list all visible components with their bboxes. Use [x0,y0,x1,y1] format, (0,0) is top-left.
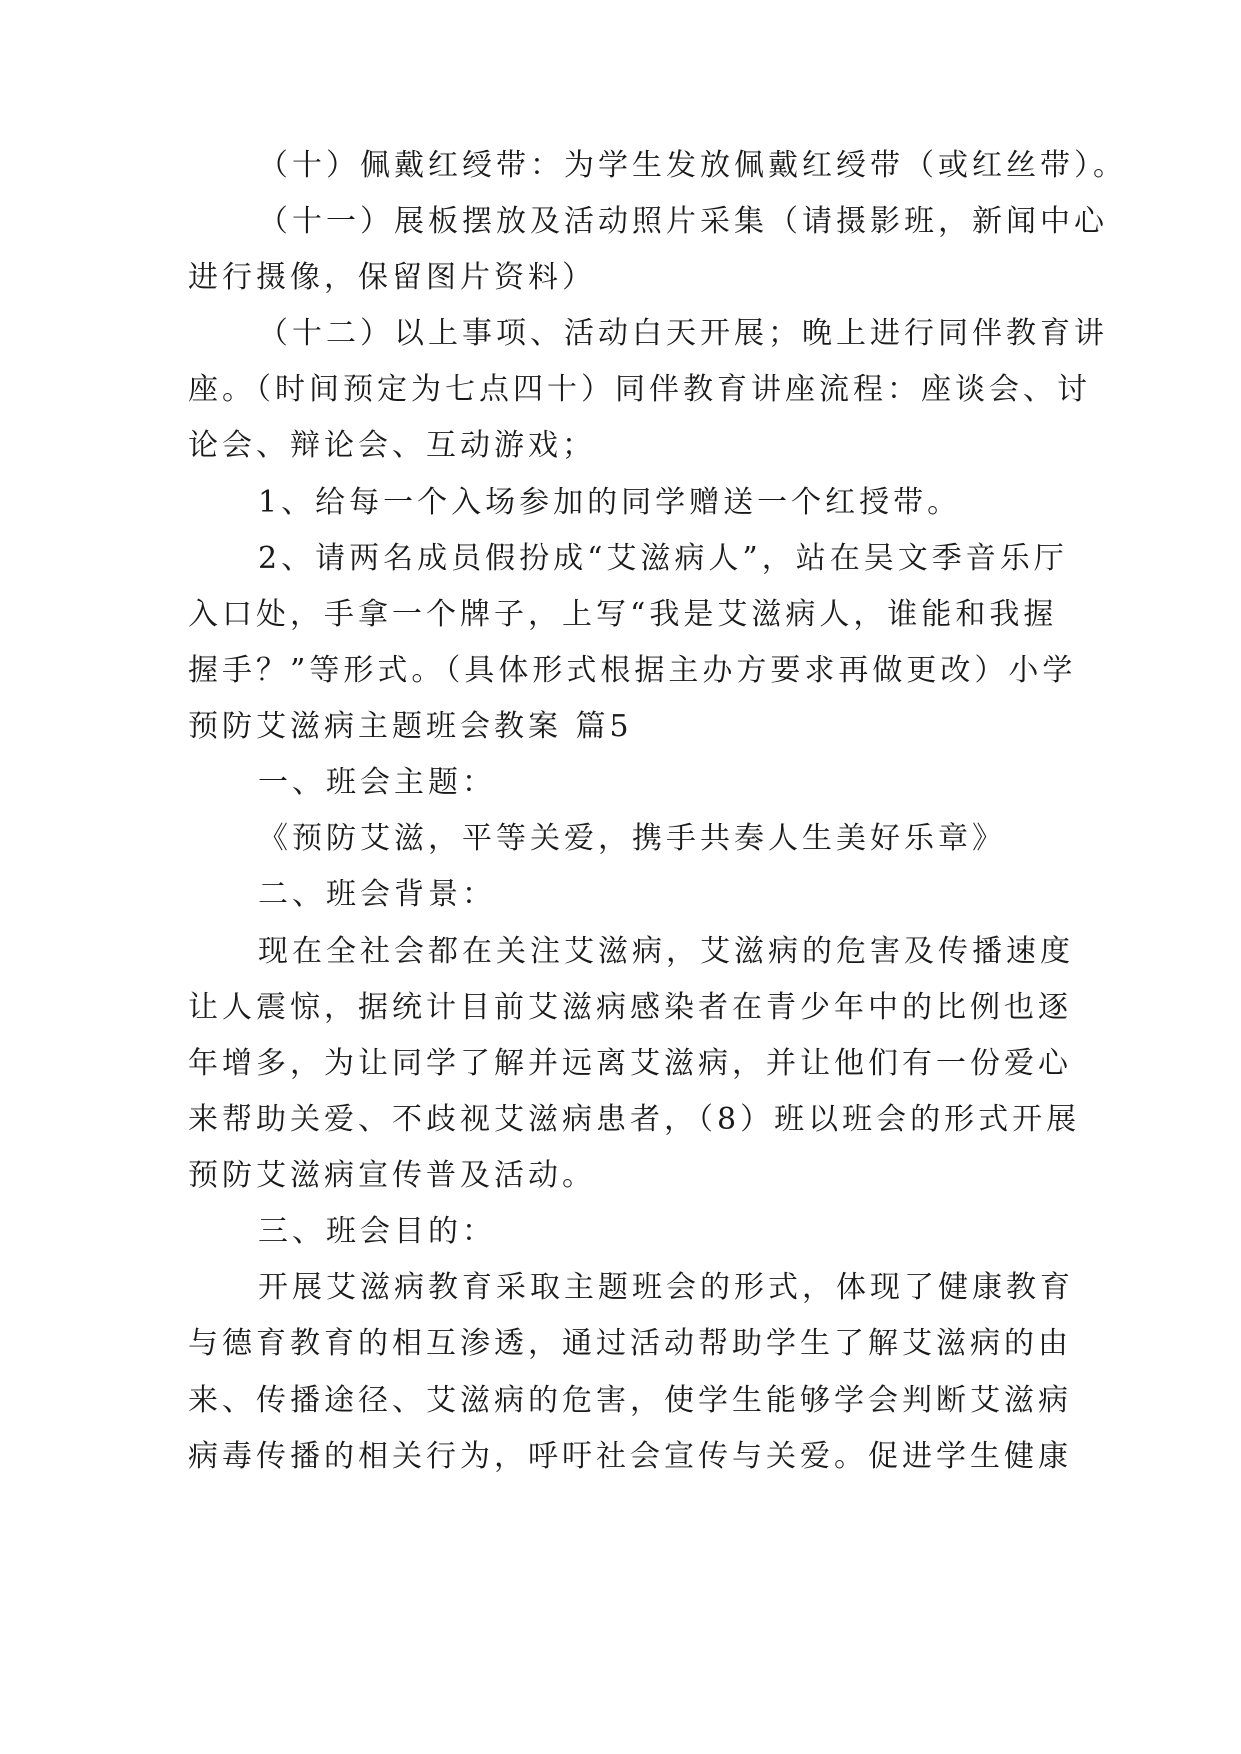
text-line: 2、请两名成员假扮成“艾滋病人”，站在吴文季音乐厅 [258,541,1068,576]
text-line: 1、给每一个入场参加的同学赠送一个红授带。 [258,485,962,520]
text-line: 握手？”等形式。（具体形式根据主办方要求再做更改）小学 [188,653,1077,688]
text-line: 论会、辩论会、互动游戏； [188,428,596,463]
section-heading: 二、班会背景： [258,877,496,912]
text-line: （十二）以上事项、活动白天开展；晚上进行同伴教育讲 [258,316,1108,351]
text-line: 让人震惊，据统计目前艾滋病感染者在青少年中的比例也逐 [188,990,1072,1025]
text-line: 座。（时间预定为七点四十）同伴教育讲座流程：座谈会、讨 [188,372,1091,407]
text-line: 与德育教育的相互渗透，通过活动帮助学生了解艾滋病的由 [188,1326,1072,1361]
text-line: （十一）展板摆放及活动照片采集（请摄影班，新闻中心 [258,204,1108,239]
text-line: 年增多，为让同学了解并远离艾滋病，并让他们有一份爱心 [188,1046,1072,1081]
text-line: 预防艾滋病主题班会教案 篇5 [188,709,633,744]
text-line: 来、传播途径、艾滋病的危害，使学生能够学会判断艾滋病 [188,1383,1072,1418]
text-line: 预防艾滋病宣传普及活动。 [188,1158,596,1193]
text-line: 现在全社会都在关注艾滋病，艾滋病的危害及传播速度 [258,934,1074,969]
text-line: 入口处，手拿一个牌子，上写“我是艾滋病人，谁能和我握 [188,597,1058,632]
text-line: 病毒传播的相关行为，呼吁社会宣传与关爱。促进学生健康 [188,1439,1072,1474]
text-line: 《预防艾滋，平等关爱，携手共奏人生美好乐章》 [258,821,1006,856]
text-line: 进行摄像，保留图片资料） [188,260,596,295]
text-line: 来帮助关爱、不歧视艾滋病患者，（8）班以班会的形式开展 [188,1102,1081,1137]
section-heading: 一、班会主题： [258,765,496,800]
section-heading: 三、班会目的： [258,1214,496,1249]
text-line: 开展艾滋病教育采取主题班会的形式，体现了健康教育 [258,1270,1074,1305]
text-line: （十）佩戴红绶带：为学生发放佩戴红绶带（或红丝带）。 [258,148,1127,183]
